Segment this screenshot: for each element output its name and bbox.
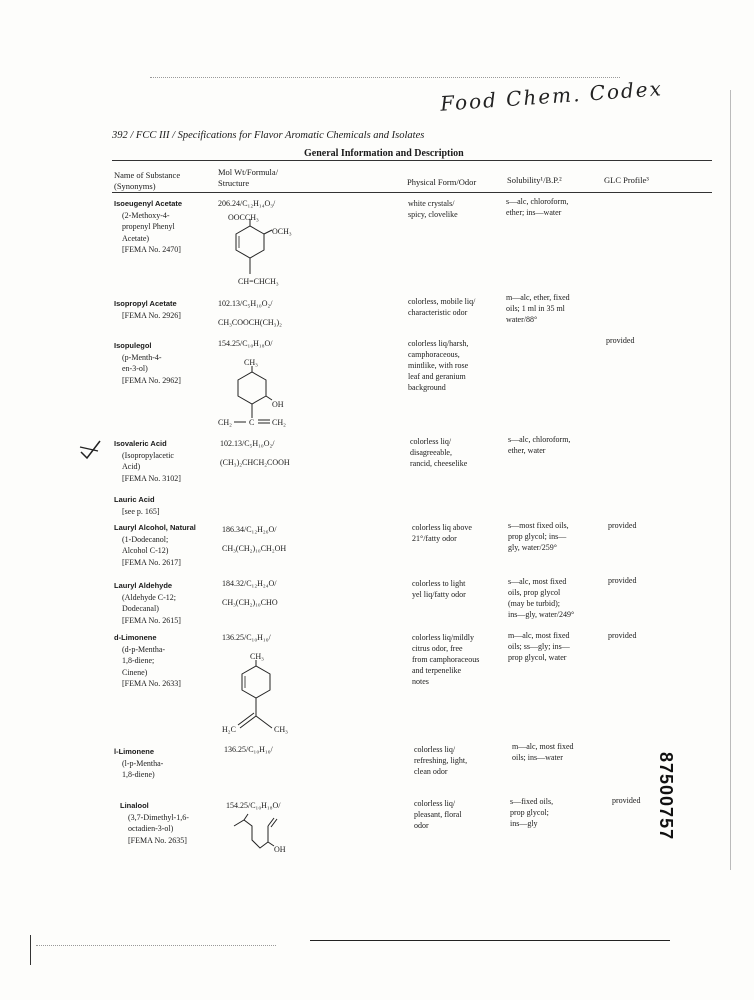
mol-isopulegol: 154.25/C₁₀H₁₈O/ (218, 339, 273, 348)
physical-d-limonene: colorless liq/mildly citrus odor, free from camphoraceous and terpenelike notes (412, 633, 480, 686)
physical-lauryl-aldehyde: colorless to light yel liq/fatty odor (412, 579, 466, 599)
header-solubility: Solubility¹/B.P.² (507, 175, 562, 185)
svg-text:OCH₃: OCH₃ (272, 227, 292, 236)
header-physical: Physical Form/Odor (407, 177, 477, 187)
svg-text:C: C (249, 418, 255, 427)
document-number: 87500757 (656, 752, 676, 841)
entry-name-lauryl-aldehyde: Lauryl Aldehyde (Aldehyde C-12; Dodecanal) [FEMA No. 2615] (114, 581, 181, 625)
mol-isopropyl-acetate: 102.13/C₅H₁₀O₂/ CH₃COOCH(CH₃)₂ (218, 299, 282, 327)
svg-text:OH: OH (274, 845, 286, 854)
header-mol: Mol Wt/Formula/ Structure (218, 167, 279, 188)
scan-edge-line (730, 90, 731, 870)
physical-lauryl-alcohol: colorless liq above 21°/fatty odor (412, 523, 472, 543)
physical-isoeugenyl-acetate: white crystals/ spicy, clovelike (408, 199, 458, 219)
scan-artifact-dots (150, 77, 620, 78)
mol-lauryl-aldehyde: 184.32/C₁₂H₂₄O/ CH₃(CH₂)₁₀CHO (222, 579, 278, 607)
entry-name-isopropyl-acetate: Isopropyl Acetate [FEMA No. 2926] (114, 299, 181, 320)
header-top-rule (112, 160, 712, 161)
solubility-isopropyl-acetate: m—alc, ether, fixed oils; 1 ml in 35 ml water/88° (506, 293, 570, 324)
glc-d-limonene: provided (608, 631, 637, 640)
scan-edge-mark (30, 935, 31, 965)
entry-name-linalool: Linalool (3,7-Dimethyl-1,6- octadien-3-ol) [FEMA No. 2635] (120, 801, 189, 845)
physical-l-limonene: colorless liq/ refreshing, light, clean odor (414, 745, 468, 776)
svg-text:CH₃: CH₃ (274, 725, 288, 734)
physical-linalool: colorless liq/ pleasant, floral odor (414, 799, 462, 830)
svg-text:CH₂: CH₂ (218, 418, 232, 427)
svg-text:OOCCH₃: OOCCH₃ (228, 214, 259, 222)
entry-name-isoeugenyl-acetate: Isoeugenyl Acetate (2-Methoxy-4- propenyl Phenyl Acetate) [FEMA No. 2470] (114, 199, 183, 254)
entry-name-lauric-acid: Lauric Acid [see p. 165] (114, 495, 160, 516)
header-glc: GLC Profile³ (604, 175, 649, 185)
physical-isovaleric-acid: colorless liq/ disagreeable, rancid, cheeselike (410, 437, 468, 468)
solubility-isoeugenyl-acetate: s—alc, chloroform, ether; ins—water (506, 197, 569, 217)
running-head: 392 / FCC III / Specifications for Flavor Aromatic Chemicals and Isolates (112, 130, 425, 141)
structure-linalool (226, 812, 296, 860)
structure-d-limonene (216, 648, 326, 738)
structure-isoeugenyl-acetate (212, 214, 322, 292)
solubility-isovaleric-acid: s—alc, chloroform, ether, water (508, 435, 571, 455)
solubility-linalool: s—fixed oils, prop glycol; ins—gly (510, 797, 554, 828)
glc-linalool: provided (612, 796, 641, 805)
entry-name-lauryl-alcohol: Lauryl Alcohol, Natural (1-Dodecanol; Alcohol C-12) [FEMA No. 2617] (114, 523, 196, 567)
mol-lauryl-alcohol: 186.34/C₁₂H₂₆O/ CH₃(CH₂)₁₀CH₂OH (222, 525, 287, 553)
solubility-lauryl-aldehyde: s—alc, most fixed oils, prop glycol (may be turbid); ins—gly, water/249° (508, 577, 575, 619)
header-name: Name of Substance (Synonyms) (114, 170, 181, 191)
solubility-lauryl-alcohol: s—most fixed oils, prop glycol; ins— gly, water/259° (508, 521, 569, 552)
mol-isoeugenyl-acetate: 206.24/C₁₂H₁₄O₃/ (218, 199, 276, 208)
glc-lauryl-aldehyde: provided (608, 576, 637, 585)
mol-isovaleric-acid: 102.13/C₅H₁₀O₂/ (CH₃)₂CHCH₂COOH (220, 439, 290, 467)
svg-text:CH₃: CH₃ (250, 652, 264, 661)
header-bottom-rule (112, 192, 712, 193)
svg-text:CH₃: CH₃ (244, 358, 258, 367)
entry-name-isopulegol: Isopulegol (p-Menth-4- en-3-ol) [FEMA No. 2962] (114, 341, 181, 385)
solubility-l-limonene: m—alc, most fixed oils; ins—water (512, 742, 574, 762)
glc-isopulegol: provided (606, 336, 635, 345)
physical-isopropyl-acetate: colorless, mobile liq/ characteristic odor (408, 297, 476, 317)
entry-name-d-limonene: d-Limonene (d-p-Mentha- 1,8-diene; Cinene) [FEMA No. 2633] (114, 633, 181, 688)
physical-isopulegol: colorless liq/harsh, camphoraceous, mintlike, with rose leaf and geranium background (408, 339, 469, 392)
entry-name-isovaleric-acid: Isovaleric Acid (Isopropylacetic Acid) [FEMA No. 3102] (114, 439, 181, 483)
structure-isopulegol (212, 356, 322, 432)
mol-l-limonene: 136.25/C₁₀H₁₆/ (224, 745, 273, 754)
bottom-scan-dots (36, 945, 276, 946)
bottom-scan-line (310, 940, 670, 941)
svg-text:OH: OH (272, 400, 284, 409)
glc-lauryl-alcohol: provided (608, 521, 637, 530)
mol-linalool: 154.25/C₁₀H₁₈O/ (226, 801, 281, 810)
mol-d-limonene: 136.25/C₁₀H₁₆/ (222, 633, 271, 642)
svg-text:H₂C: H₂C (222, 725, 236, 734)
section-title: General Information and Description (304, 148, 464, 159)
solubility-d-limonene: m—alc, most fixed oils; ss—gly; ins— prop glycol, water (508, 631, 570, 662)
margin-check-mark (78, 438, 104, 462)
svg-text:CH=CHCH₃: CH=CHCH₃ (238, 277, 279, 286)
entry-name-l-limonene: l-Limonene (l-p-Mentha- 1,8-diene) (114, 747, 164, 779)
svg-text:CH₂: CH₂ (272, 418, 286, 427)
handwritten-note: Food Chem. Codex (439, 76, 664, 116)
